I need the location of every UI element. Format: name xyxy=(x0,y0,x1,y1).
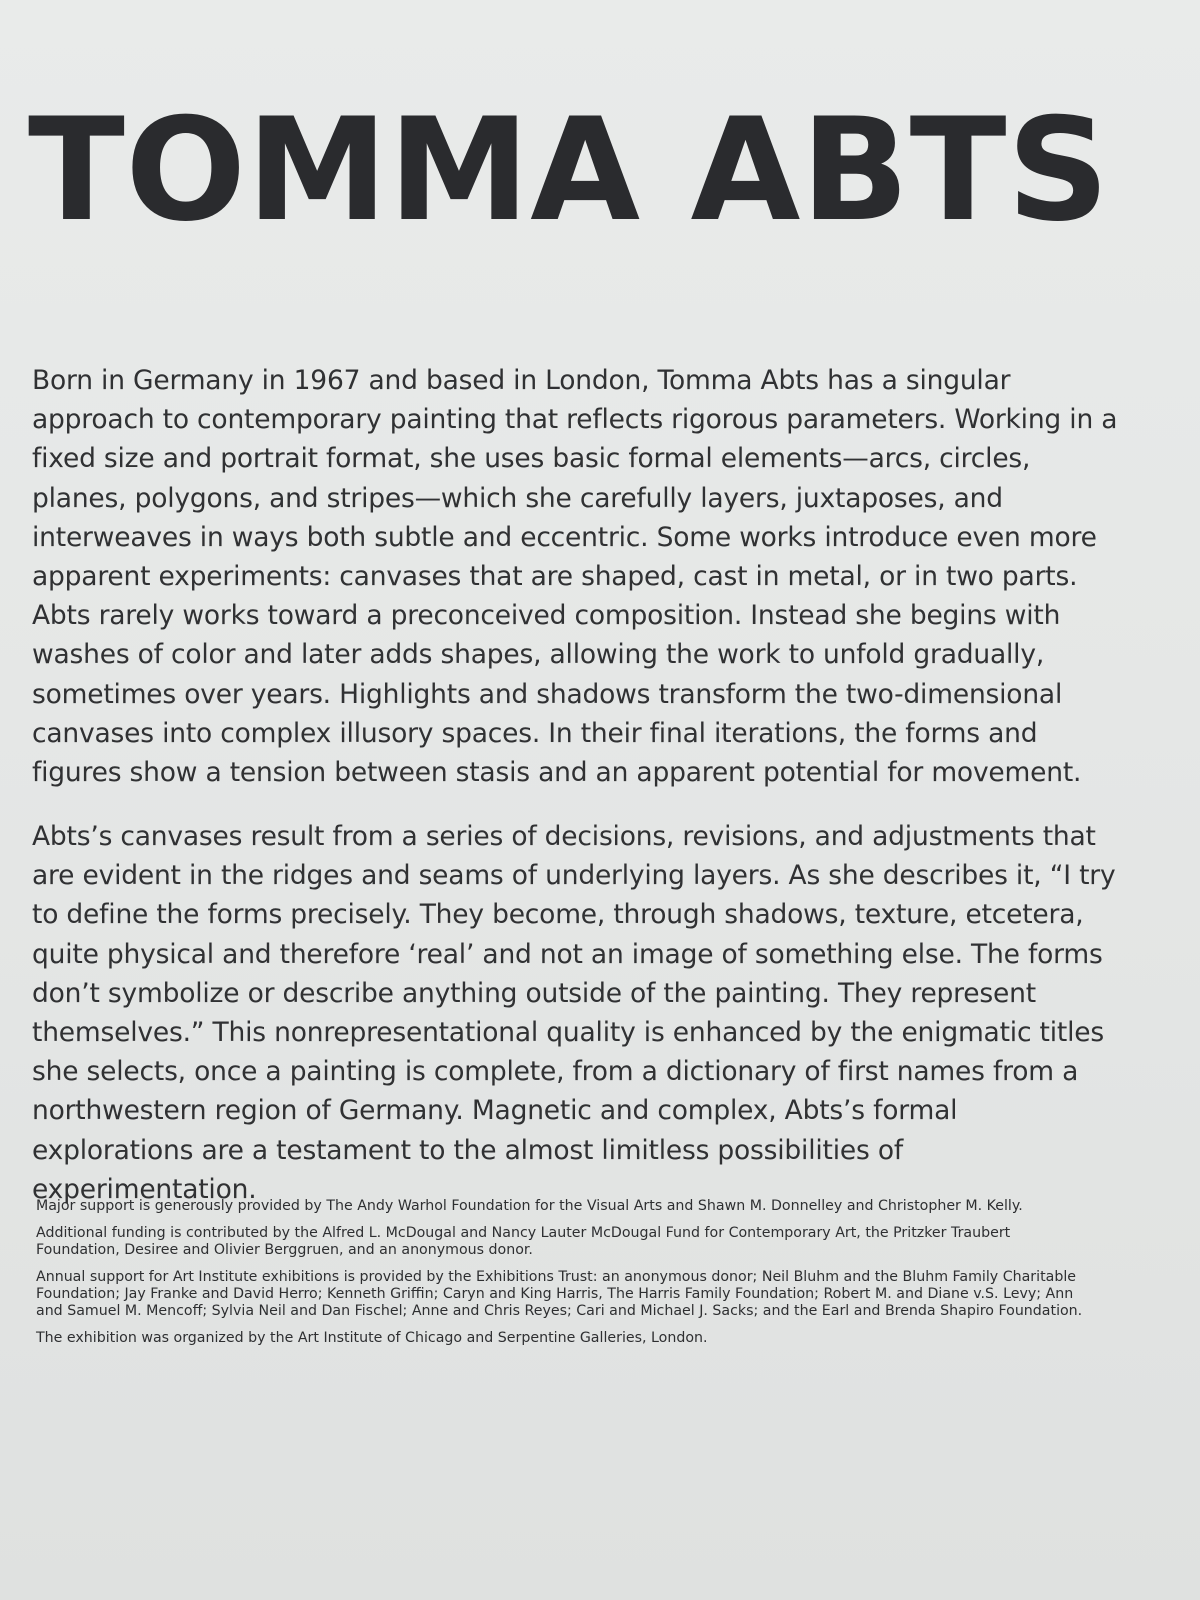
credit-annual-support: Annual support for Art Institute exhibitions is provided by the Exhibitions Trust: an anonymous donor; Neil Bluhm and the Bluhm Family Charitable Foundation; Jay Franke and David Herro; Kenneth Griffin; Caryn and King Harris, The Harris Family Foundation; Robert M. and Diane v.S. Levy; Ann and Samuel M. Mencoff; Sylvia Neil and Dan Fischel; Anne and Chris Reyes; Cari and Michael J. Sacks; and the Earl and Brenda Shapiro Foundation. xyxy=(36,1269,1083,1319)
credit-major-support: Major support is generously provided by The Andy Warhol Foundation for the Visual Arts and Shawn M. Donnelley and Christopher M. Kelly. xyxy=(36,1198,1023,1214)
credit-additional-funding: Additional funding is contributed by the Alfred L. McDougal and Nancy Lauter McDougal Fund for Contemporary Art, the Pritzker Traubert Foundation, Desiree and Olivier Berggruen, and an anonymous donor. xyxy=(36,1225,1011,1258)
sponsor-credits xyxy=(36,1198,1096,1357)
exhibition-title: TOMMA ABTS xyxy=(28,88,1110,253)
description-paragraph: Abts’s canvases result from a series of decisions, revisions, and adjustments that are evident in the ridges and seams of underlying layers. As she describes it, “I try to define the forms precisely. They become, through shadows, texture, etcetera, quite physical and therefore ‘real’ and not an image of something else. The forms don’t symbolize or describe anything outside of the painting. They represent themselves.” This nonrepresentational quality is enhanced by the enigmatic titles she selects, once a painting is complete, from a dictionary of first names from a northwestern region of Germany. Magnetic and complex, Abts’s formal explorations are a testament to the almost limitless possibilities of experimentation. xyxy=(32,821,1116,1205)
intro-paragraph: Born in Germany in 1967 and based in London, Tomma Abts has a singular approach to contemporary painting that reflects rigorous parameters. Working in a fixed size and portrait format, she uses basic formal elements—arcs, circles, planes, polygons, and stripes—which she carefully layers, juxtaposes, and interweaves in ways both subtle and eccentric. Some works introduce even more apparent experiments: canvases that are shaped, cast in metal, or in two parts. Abts rarely works toward a preconceived composition. Instead she begins with washes of color and later adds shapes, allowing the work to unfold gradually, sometimes over years. Highlights and shadows transform the two-dimensional canvases into complex illusory spaces. In their final iterations, the forms and figures show a tension between stasis and an apparent potential for movement. xyxy=(32,365,1118,789)
credit-organizer: The exhibition was organized by the Art Institute of Chicago and Serpentine Galleries, London. xyxy=(36,1330,708,1346)
